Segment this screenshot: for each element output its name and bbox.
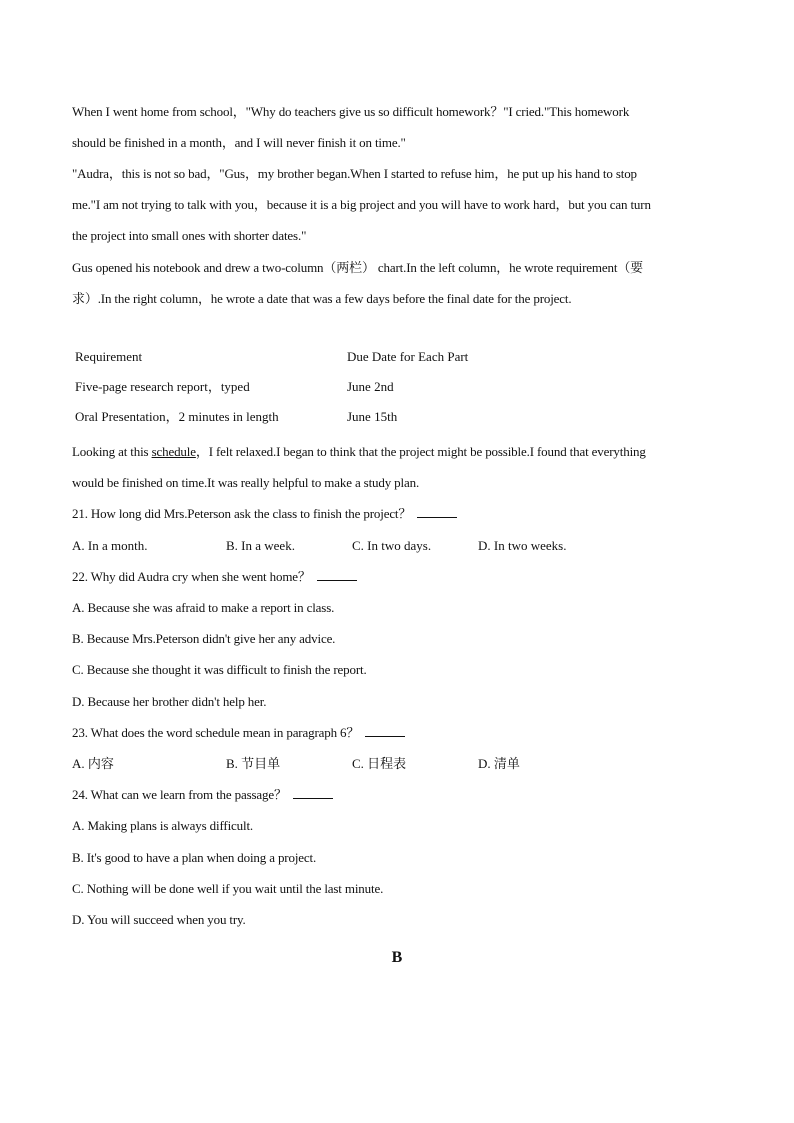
passage-line: the project into small ones with shorter dates." [72, 228, 307, 243]
chart-cell-requirement: Five-page research report，typed [75, 379, 250, 394]
chart-row [75, 379, 394, 395]
answer-blank[interactable] [365, 725, 405, 737]
passage-line: 求）.In the right column，he wrote a date that was a few days before the final date for the project. [72, 291, 572, 306]
chart-header-requirement: Requirement [75, 349, 143, 364]
passage-line: should be finished in a month，and I will never finish it on time." [72, 135, 406, 150]
answer-blank[interactable] [293, 787, 333, 799]
question-stem [72, 787, 333, 803]
answer-blank[interactable] [317, 569, 357, 581]
option-b[interactable]: B. It's good to have a plan when doing a project. [72, 850, 317, 865]
question-stem [72, 725, 405, 741]
chart-header-row [75, 349, 469, 365]
option-d[interactable]: D. 清单 [478, 756, 520, 771]
passage-line: Gus opened his notebook and drew a two-column（两栏） chart.In the left column，he wrote requirement（要 [72, 260, 644, 275]
chart-header-due-date: Due Date for Each Part [347, 349, 469, 364]
option-a[interactable]: A. 内容 [72, 756, 114, 771]
section-heading: B [391, 949, 403, 966]
passage-line: When I went home from school，"Why do teachers give us so difficult homework？"I cried."This homework [72, 104, 630, 119]
chart-cell-date: June 15th [347, 409, 398, 424]
passage-text: ，I felt relaxed.I began to think that the project might be possible.I found that everything [195, 444, 646, 459]
option-b[interactable]: B. 节目单 [226, 756, 281, 771]
option-c[interactable]: C. 日程表 [352, 756, 407, 771]
option-a[interactable]: A. In a month. [72, 538, 148, 553]
underlined-word-schedule: schedule [151, 444, 196, 459]
option-d[interactable]: D. In two weeks. [478, 538, 567, 553]
question-stem [72, 506, 457, 522]
option-a[interactable]: A. Because she was afraid to make a report in class. [72, 600, 335, 615]
chart-cell-date: June 2nd [347, 379, 394, 394]
option-d[interactable]: D. You will succeed when you try. [72, 912, 246, 927]
question-text: 21. How long did Mrs.Peterson ask the class to finish the project？ [72, 506, 412, 521]
passage-line: "Audra，this is not so bad，"Gus，my brother began.When I started to refuse him，he put up his hand to stop [72, 166, 637, 181]
question-text: 24. What can we learn from the passage？ [72, 787, 287, 802]
chart-row [75, 409, 398, 425]
chart-cell-requirement: Oral Presentation，2 minutes in length [75, 409, 279, 424]
question-stem [72, 569, 357, 585]
option-c[interactable]: C. Because she thought it was difficult to finish the report. [72, 662, 367, 677]
option-d[interactable]: D. Because her brother didn't help her. [72, 694, 267, 709]
question-text: 23. What does the word schedule mean in paragraph 6？ [72, 725, 360, 740]
passage-line: would be finished on time.It was really helpful to make a study plan. [72, 475, 420, 490]
option-c[interactable]: C. Nothing will be done well if you wait until the last minute. [72, 881, 384, 896]
passage-text: Looking at this [72, 444, 152, 459]
option-b[interactable]: B. In a week. [226, 538, 295, 553]
option-c[interactable]: C. In two days. [352, 538, 432, 553]
option-b[interactable]: B. Because Mrs.Peterson didn't give her any advice. [72, 631, 336, 646]
question-text: 22. Why did Audra cry when she went home？ [72, 569, 311, 584]
passage-line [72, 444, 646, 460]
passage-line: me."I am not trying to talk with you，because it is a big project and you will have to work hard，but you can turn [72, 197, 651, 212]
option-a[interactable]: A. Making plans is always difficult. [72, 818, 254, 833]
answer-blank[interactable] [417, 506, 457, 518]
